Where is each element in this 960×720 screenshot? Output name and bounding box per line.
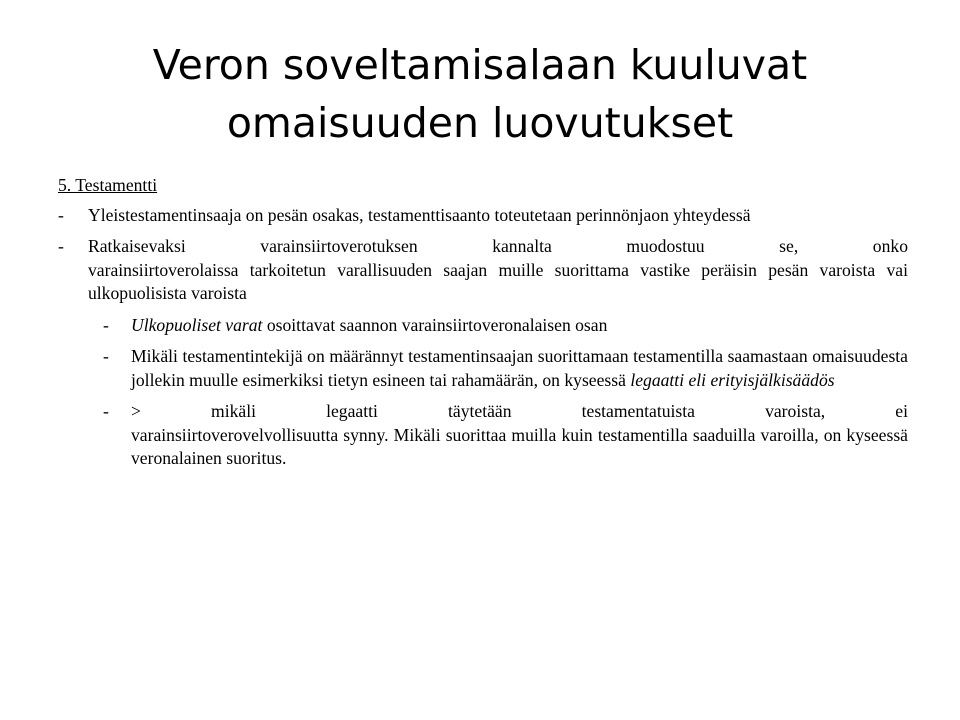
slide-title-line-1: Veron soveltamisalaan kuuluvat bbox=[152, 41, 808, 89]
bullet-text-rest: osoittavat saannon varainsiirtoveronalaisen osan bbox=[262, 314, 608, 335]
slide-title-line-2: omaisuuden luovutukset bbox=[226, 99, 734, 147]
bullet-text bbox=[131, 314, 908, 338]
section-heading: 5. Testamentti bbox=[58, 175, 158, 195]
sub-bullet-item-2 bbox=[103, 345, 908, 392]
bullet-text-rest: varainsiirtoverolaissa tarkoitetun varallisuuden saajan muille suorittama vastike peräisin pesän varoista vai ulkopuolisista varoista bbox=[88, 259, 908, 303]
bullet-text bbox=[131, 345, 908, 392]
slide-title bbox=[60, 36, 900, 152]
bullet-item-2 bbox=[58, 235, 908, 306]
bullet-text-line-1: Ratkaisevaksi varainsiirtoverotuksen kannalta muodostuu se, onko bbox=[88, 236, 908, 256]
bullet-dash: - bbox=[103, 346, 109, 366]
bullet-text-line-1: > mikäli legaatti täytetään testamentatuista varoista, ei bbox=[131, 401, 908, 421]
bullet-dash: - bbox=[58, 236, 64, 256]
bullet-dash: - bbox=[103, 401, 109, 421]
bullet-dash: - bbox=[103, 314, 109, 335]
bullet-item-1 bbox=[58, 204, 908, 228]
sub-bullet-item-1 bbox=[103, 314, 908, 338]
emphasis-text: Ulkopuoliset varat bbox=[131, 314, 263, 335]
bullet-text bbox=[88, 235, 908, 306]
bullet-text-rest: varainsiirtoverovelvollisuutta synny. Mikäli suorittaa muilla kuin testamentilla saaduilla varoilla, on kyseessä veronalainen suoritus. bbox=[131, 424, 908, 468]
bullet-text-main: Mikäli testamentintekijä on määrännyt testamentinsaajan suorittamaan testamentilla saamastaan omaisuudesta jollekin muulle esimerkiksi tietyn esineen tai rahamäärän, on kyseessä bbox=[131, 346, 908, 390]
sub-bullet-item-3 bbox=[103, 400, 908, 471]
emphasis-text: legaatti eli erityisjälkisäädös bbox=[630, 369, 835, 390]
bullet-dash: - bbox=[58, 204, 64, 225]
bullet-text bbox=[131, 400, 908, 471]
slide-body bbox=[58, 174, 908, 479]
bullet-text: Yleistestamentinsaaja on pesän osakas, testamenttisaanto toteutetaan perinnönjaon yhteydessä bbox=[88, 204, 751, 225]
